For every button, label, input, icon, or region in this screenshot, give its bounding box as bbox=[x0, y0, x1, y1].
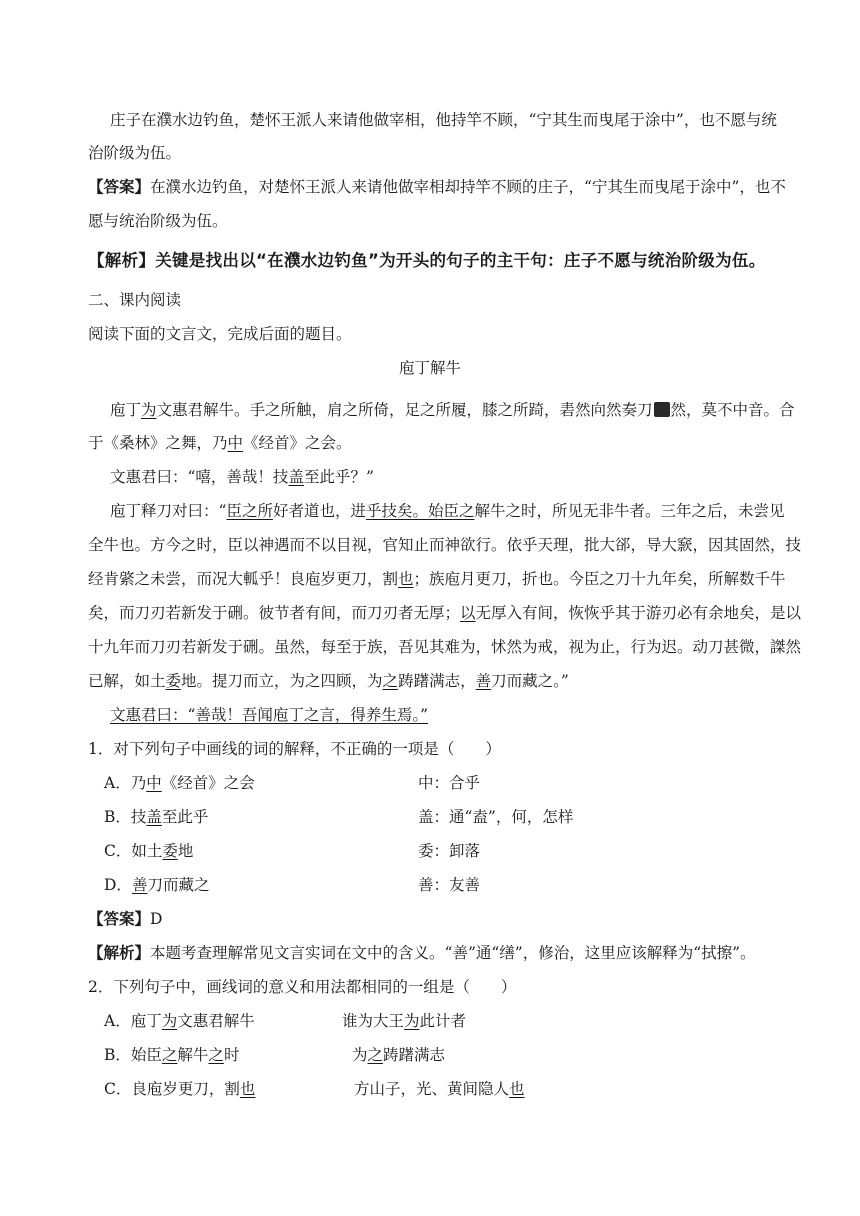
text-run: 刀而藏之 bbox=[147, 876, 210, 894]
underlined-word: 之 bbox=[161, 1046, 178, 1064]
answer-label: 【答案】 bbox=[88, 177, 151, 196]
text-run: 庖丁释刀对曰：“ bbox=[110, 502, 227, 520]
text-run: A．乃 bbox=[104, 774, 147, 792]
q2-option-b bbox=[104, 1045, 239, 1065]
q2-option-c bbox=[104, 1079, 255, 1099]
text-run: A．庖丁 bbox=[104, 1012, 162, 1030]
text-run: 文惠君解牛。手之所触，肩之所倚，足之所履，膝之所踦，砉然向然奏刀 bbox=[156, 401, 653, 419]
q1-option-d bbox=[104, 875, 209, 895]
text-run: 方山子，光、黄间隐人 bbox=[354, 1080, 510, 1098]
text-run: B．技 bbox=[104, 808, 147, 826]
underlined-word: 盖 bbox=[288, 468, 304, 486]
q1-option-b-gloss: 盖：通“盍”，何，怎样 bbox=[418, 808, 574, 826]
underlined-word: 善 bbox=[131, 876, 148, 894]
underlined-word: 也 bbox=[509, 1080, 525, 1098]
text-run: 时 bbox=[223, 1046, 240, 1064]
underlined-word: 委 bbox=[162, 842, 178, 860]
underlined-word: 之 bbox=[382, 672, 399, 690]
underlined-word: 乎技矣。 bbox=[365, 502, 428, 520]
underlined-word: 为 bbox=[404, 1012, 420, 1030]
underlined-word: 善 bbox=[475, 672, 492, 690]
text-run: 无厚入有间，恢恢乎其于游刃必有余地矣，是以 bbox=[475, 604, 802, 622]
text-run: 庖丁 bbox=[110, 401, 142, 419]
underlined-word: 以 bbox=[460, 604, 476, 622]
text-run: 此计者 bbox=[419, 1012, 467, 1030]
analysis-label: 【解析】 bbox=[88, 251, 156, 270]
passage-p4 bbox=[110, 705, 800, 725]
q1-option-c-gloss: 委：卸落 bbox=[418, 842, 481, 860]
q2-option-a bbox=[104, 1011, 255, 1031]
passage-p1-line-1 bbox=[110, 400, 800, 420]
analysis-text: 本题考查理解常见文言实词在文中的含义。“善”通“缮”，修治，这里应该解释为“拭擦”。 bbox=[150, 944, 756, 962]
text-run: 于《桑林》之舞，乃 bbox=[88, 434, 228, 452]
text-run: C．如土 bbox=[104, 842, 163, 860]
answer-1-line-1 bbox=[88, 177, 800, 197]
text-run: 《经首》之会。 bbox=[243, 434, 352, 452]
text-run: 文惠君解牛 bbox=[177, 1012, 255, 1030]
answer-value: D bbox=[150, 910, 163, 928]
underlined-word: 中 bbox=[227, 434, 244, 452]
underlined-word: 为 bbox=[161, 1012, 178, 1030]
passage-p3-line-3 bbox=[88, 569, 800, 589]
q1-option-a bbox=[104, 773, 255, 793]
section-instruction: 阅读下面的文言文，完成后面的题目。 bbox=[88, 325, 352, 343]
text-run: 解牛之时，所见无非牛者。三年之后，未尝见 bbox=[474, 502, 785, 520]
intro-line-1: 庄子在濮水边钓鱼，楚怀王派人来请他做宰相，他持竿不顾，“宁其生而曳尾于涂中”，也不愿与统 bbox=[110, 111, 777, 129]
text-run: C．良庖岁更刀，割 bbox=[104, 1080, 240, 1098]
text-run: 已解，如土 bbox=[88, 672, 166, 690]
answer-text: 在濮水边钓鱼，对楚怀王派人来请他做宰相却持竿不顾的庄子，“宁其生而曳尾于涂中”，也不 bbox=[150, 178, 786, 196]
q1-stem: 1．对下列句子中画线的词的解释，不正确的一项是（ ） bbox=[88, 740, 501, 758]
underlined-word: 也 bbox=[398, 570, 414, 588]
analysis-label: 【解析】 bbox=[88, 943, 151, 962]
passage-p3-line-5: 十九年而刀刃若新发于硎。虽然，每至于族，吾见其难为，怵然为戒，视为止，行为迟。动刀甚微，謋然 bbox=[88, 638, 802, 656]
q2-option-a-compare bbox=[342, 1011, 466, 1031]
passage-p2 bbox=[110, 467, 800, 487]
text-run: 然，莫不中音。合 bbox=[670, 401, 795, 419]
text-run: 至此乎？” bbox=[303, 468, 374, 486]
text-run: 刀而藏之。” bbox=[491, 672, 569, 690]
analysis-text: 关键是找出以“在濮水边钓鱼”为开头的句子的主干句：庄子不愿与统治阶级为伍。 bbox=[155, 251, 766, 270]
q1-option-b bbox=[104, 807, 208, 827]
underlined-sentence: 文惠君曰：“善哉！吾闻庖丁之言，得养生焉。” bbox=[110, 706, 429, 724]
passage-p3-line-1 bbox=[110, 501, 800, 521]
q1-answer bbox=[88, 909, 800, 929]
text-run: 文惠君曰：“嘻，善哉！技 bbox=[110, 468, 289, 486]
text-run: ；族庖月更刀，折也。今臣之刀十九年矣，所解数千牛 bbox=[413, 570, 786, 588]
text-run: 经肯綮之未尝，而况大軱乎！良庖岁更刀，割 bbox=[88, 570, 399, 588]
text-run: 为 bbox=[352, 1046, 368, 1064]
q1-option-c bbox=[104, 841, 193, 861]
underlined-word: 也 bbox=[239, 1080, 256, 1098]
q1-analysis bbox=[88, 943, 800, 963]
q1-option-a-gloss: 中：合乎 bbox=[418, 774, 481, 792]
q1-option-d-gloss: 善：友善 bbox=[418, 876, 481, 894]
intro-line-2: 治阶级为伍。 bbox=[88, 144, 182, 162]
underlined-word: 之 bbox=[208, 1046, 224, 1064]
underlined-word: 为 bbox=[141, 401, 157, 419]
section-heading: 二、课内阅读 bbox=[88, 291, 182, 309]
underlined-word: 之 bbox=[367, 1046, 384, 1064]
text-run: 好者道也，进 bbox=[272, 502, 366, 520]
underlined-word: 委 bbox=[165, 672, 182, 690]
passage-p3-line-6 bbox=[88, 671, 800, 691]
passage-title: 庖丁解牛 bbox=[398, 359, 461, 377]
text-run: 谁为大王 bbox=[342, 1012, 405, 1030]
text-run: D． bbox=[104, 876, 132, 894]
q2-stem: 2．下列句子中，画线词的意义和用法都相同的一组是（ ） bbox=[88, 978, 517, 996]
text-run: 地 bbox=[177, 842, 194, 860]
text-run: 地。提刀而立，为之四顾，为 bbox=[181, 672, 383, 690]
text-run: 矣，而刀刃若新发于硎。彼节者有间，而刀刃者无厚； bbox=[88, 604, 461, 622]
passage-p1-line-2 bbox=[88, 433, 800, 453]
passage-p3-line-2: 全牛也。方今之时，臣以神遇而不以目视，官知止而神欲行。依乎天理，批大郤，导大窾，因其固然，技 bbox=[88, 536, 802, 554]
q2-option-c-compare bbox=[354, 1079, 525, 1099]
underlined-word: 之 bbox=[459, 502, 475, 520]
answer-1-line-2: 愿与统治阶级为伍。 bbox=[88, 212, 228, 230]
smudged-glyph bbox=[654, 402, 670, 417]
analysis-1 bbox=[88, 251, 800, 271]
underlined-word: 中 bbox=[146, 774, 162, 792]
underlined-word: 臣之所 bbox=[226, 502, 273, 520]
text-run: 解牛 bbox=[177, 1046, 209, 1064]
underlined-word: 始臣 bbox=[427, 502, 459, 520]
text-run: B．始臣 bbox=[104, 1046, 162, 1064]
text-run: 《经首》之会 bbox=[161, 774, 255, 792]
underlined-word: 盖 bbox=[146, 808, 162, 826]
answer-label: 【答案】 bbox=[88, 909, 151, 928]
q2-option-b-compare bbox=[352, 1045, 445, 1065]
text-run: 踌躇满志 bbox=[383, 1046, 446, 1064]
text-run: 踌躇满志， bbox=[398, 672, 476, 690]
text-run: 至此乎 bbox=[161, 808, 209, 826]
passage-p3-line-4 bbox=[88, 603, 800, 623]
